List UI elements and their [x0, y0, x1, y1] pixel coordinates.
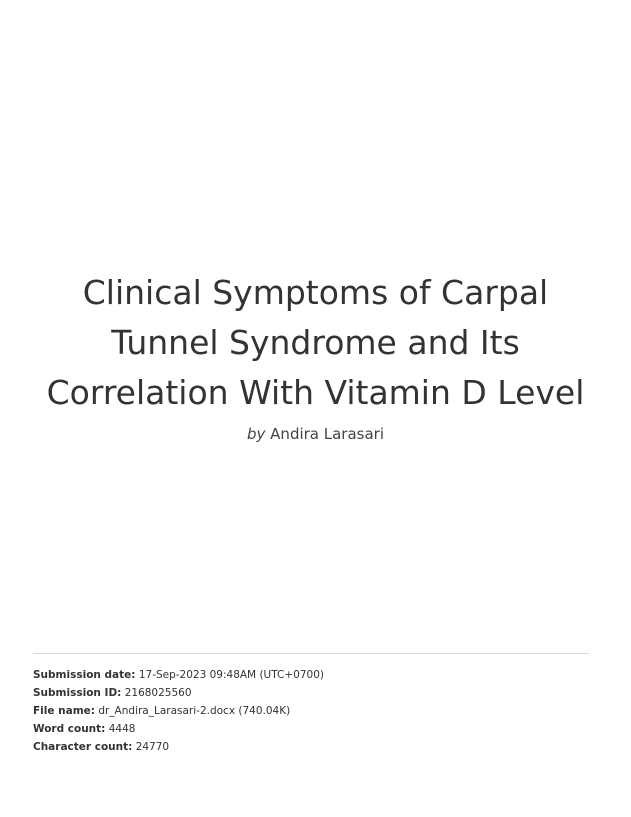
word-count-row: [33, 720, 324, 738]
word-count-value: 4448: [108, 723, 136, 735]
character-count-label: Character count:: [33, 741, 133, 753]
file-name-row: [33, 702, 324, 720]
byline-prefix: by: [246, 425, 266, 443]
file-name-label: File name:: [33, 705, 95, 717]
file-name-value: dr_Andira_Larasari-2.docx (740.04K): [98, 705, 291, 717]
divider: [33, 653, 589, 654]
word-count-label: Word count:: [33, 723, 106, 735]
submission-id-label: Submission ID:: [33, 687, 122, 699]
document-title: Clinical Symptoms of Carpal Tunnel Syndrome and Its Correlation With Vitamin D Level: [46, 273, 585, 412]
title-block: [0, 268, 631, 444]
byline: [0, 424, 631, 444]
submission-id-row: [33, 684, 324, 702]
submission-date-value: 17-Sep-2023 09:48AM (UTC+0700): [138, 669, 324, 681]
submission-date-label: Submission date:: [33, 669, 136, 681]
character-count-value: 24770: [135, 741, 170, 753]
author-name: Andira Larasari: [270, 425, 385, 443]
character-count-row: [33, 738, 324, 756]
submission-id-value: 2168025560: [124, 687, 192, 699]
submission-date-row: [33, 666, 324, 684]
submission-info: [33, 666, 324, 756]
